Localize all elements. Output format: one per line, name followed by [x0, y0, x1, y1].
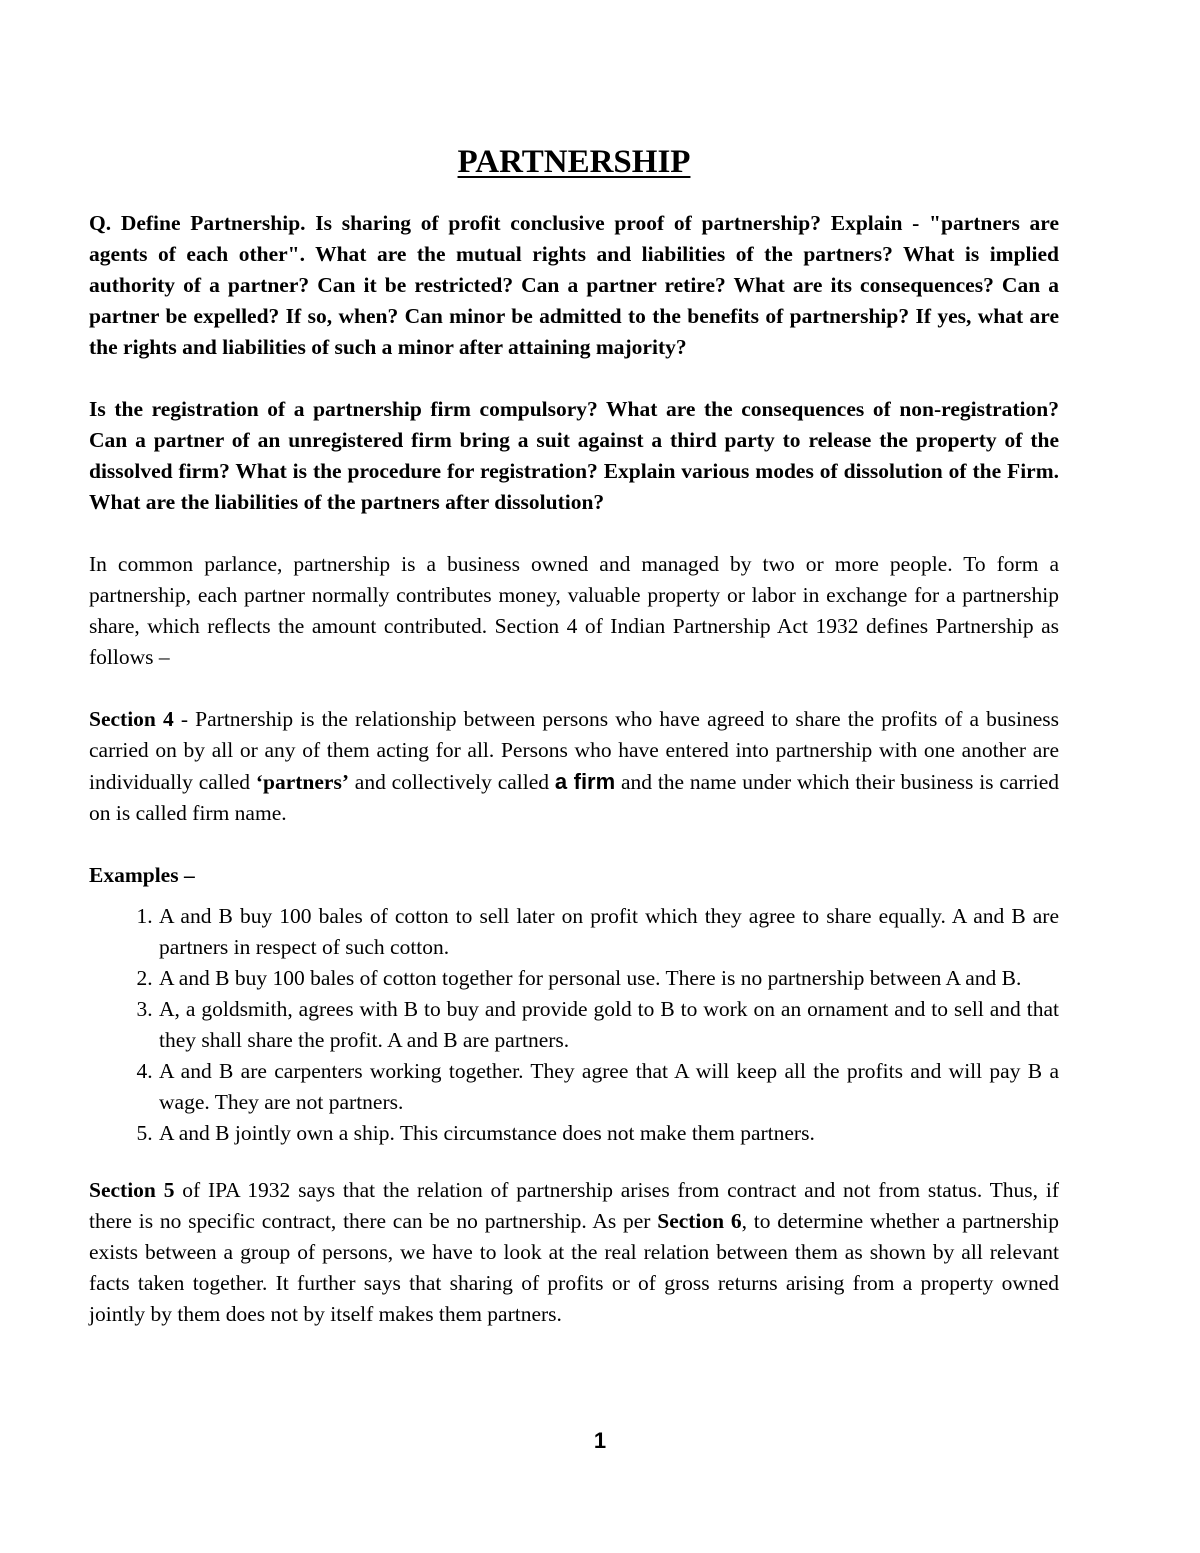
spacer: [89, 673, 1059, 704]
section-5-label: Section 5: [89, 1178, 175, 1202]
section-6-label: Section 6: [657, 1209, 742, 1233]
list-item: 2. A and B buy 100 bales of cotton together for personal use. There is no partnership between A and B.: [158, 963, 1059, 994]
section-4-label: Section 4: [89, 707, 174, 731]
firm-term: a firm: [554, 769, 616, 794]
spacer: [89, 363, 1059, 394]
spacer: [89, 518, 1059, 549]
section-4-text-a: - Partnership is the relationship between persons who have agreed to share the profits of a business carried on by all or any of them acting for all. Persons who have entered into partnership with one another are individually called: [89, 707, 1060, 794]
section-5-paragraph: [89, 1175, 1059, 1330]
examples-heading: Examples –: [89, 863, 195, 887]
page-number: 1: [593, 1428, 607, 1453]
section-5-text-b: , to determine whether a partnership exists between a group of persons, we have to look at the real relation between them as shown by all relevant facts taken together. It further says that sharing of profits or of gross returns arising from a property owned jointly by them does not by itself makes them partners.: [89, 1209, 1059, 1326]
question-paragraph-1: Q. Define Partnership. Is sharing of profit conclusive proof of partnership? Explain - "partners are agents of each other". What are the mutual rights and liabilities of the partners? What is implied authority of a partner? Can it be restricted? Can a partner retire? What are its consequences? Can a partner be expelled? If so, when? Can minor be admitted to the benefits of partnership? If yes, what are the rights and liabilities of such a minor after attaining majority?: [89, 211, 1059, 359]
section-5-text-a: of IPA 1932 says that the relation of partnership arises from contract and not from status. Thus, if there is no specific contract, there can be no partnership. As per: [89, 1178, 1059, 1233]
spacer: [89, 1149, 1059, 1175]
document-page: [89, 140, 1059, 1330]
intro-paragraph: In common parlance, partnership is a business owned and managed by two or more people. To form a partnership, each partner normally contributes money, valuable property or labor in exchange for a partnership share, which reflects the amount contributed. Section 4 of Indian Partnership Act 1932 defines Partnership as follows –: [89, 552, 1059, 669]
list-item: 3. A, a goldsmith, agrees with B to buy and provide gold to B to work on an ornament and to sell and that they shall share the profit. A and B are partners.: [158, 994, 1059, 1056]
section-4-text-c: and the name under which their business is carried on is called firm name.: [89, 770, 1060, 825]
list-item: 1. A and B buy 100 bales of cotton to sell later on profit which they agree to share equally. A and B are partners in respect of such cotton.: [158, 901, 1059, 963]
list-item: 5. A and B jointly own a ship. This circumstance does not make them partners.: [158, 1118, 1059, 1149]
spacer: [89, 829, 1059, 860]
examples-list: [89, 901, 1059, 1149]
partners-term: ‘partners’: [255, 770, 349, 794]
list-item: 4. A and B are carpenters working together. They agree that A will keep all the profits and will pay B a wage. They are not partners.: [158, 1056, 1059, 1118]
section-4-paragraph: [89, 704, 1059, 829]
page-title: PARTNERSHIP: [457, 144, 691, 180]
question-paragraph-2: Is the registration of a partnership firm compulsory? What are the consequences of non-registration? Can a partner of an unregistered firm bring a suit against a third party to release the property of the dissolved firm? What is the procedure for registration? Explain various modes of dissolution of the Firm. What are the liabilities of the partners after dissolution?: [89, 397, 1059, 514]
section-4-text-b: and collectively called: [348, 770, 555, 794]
